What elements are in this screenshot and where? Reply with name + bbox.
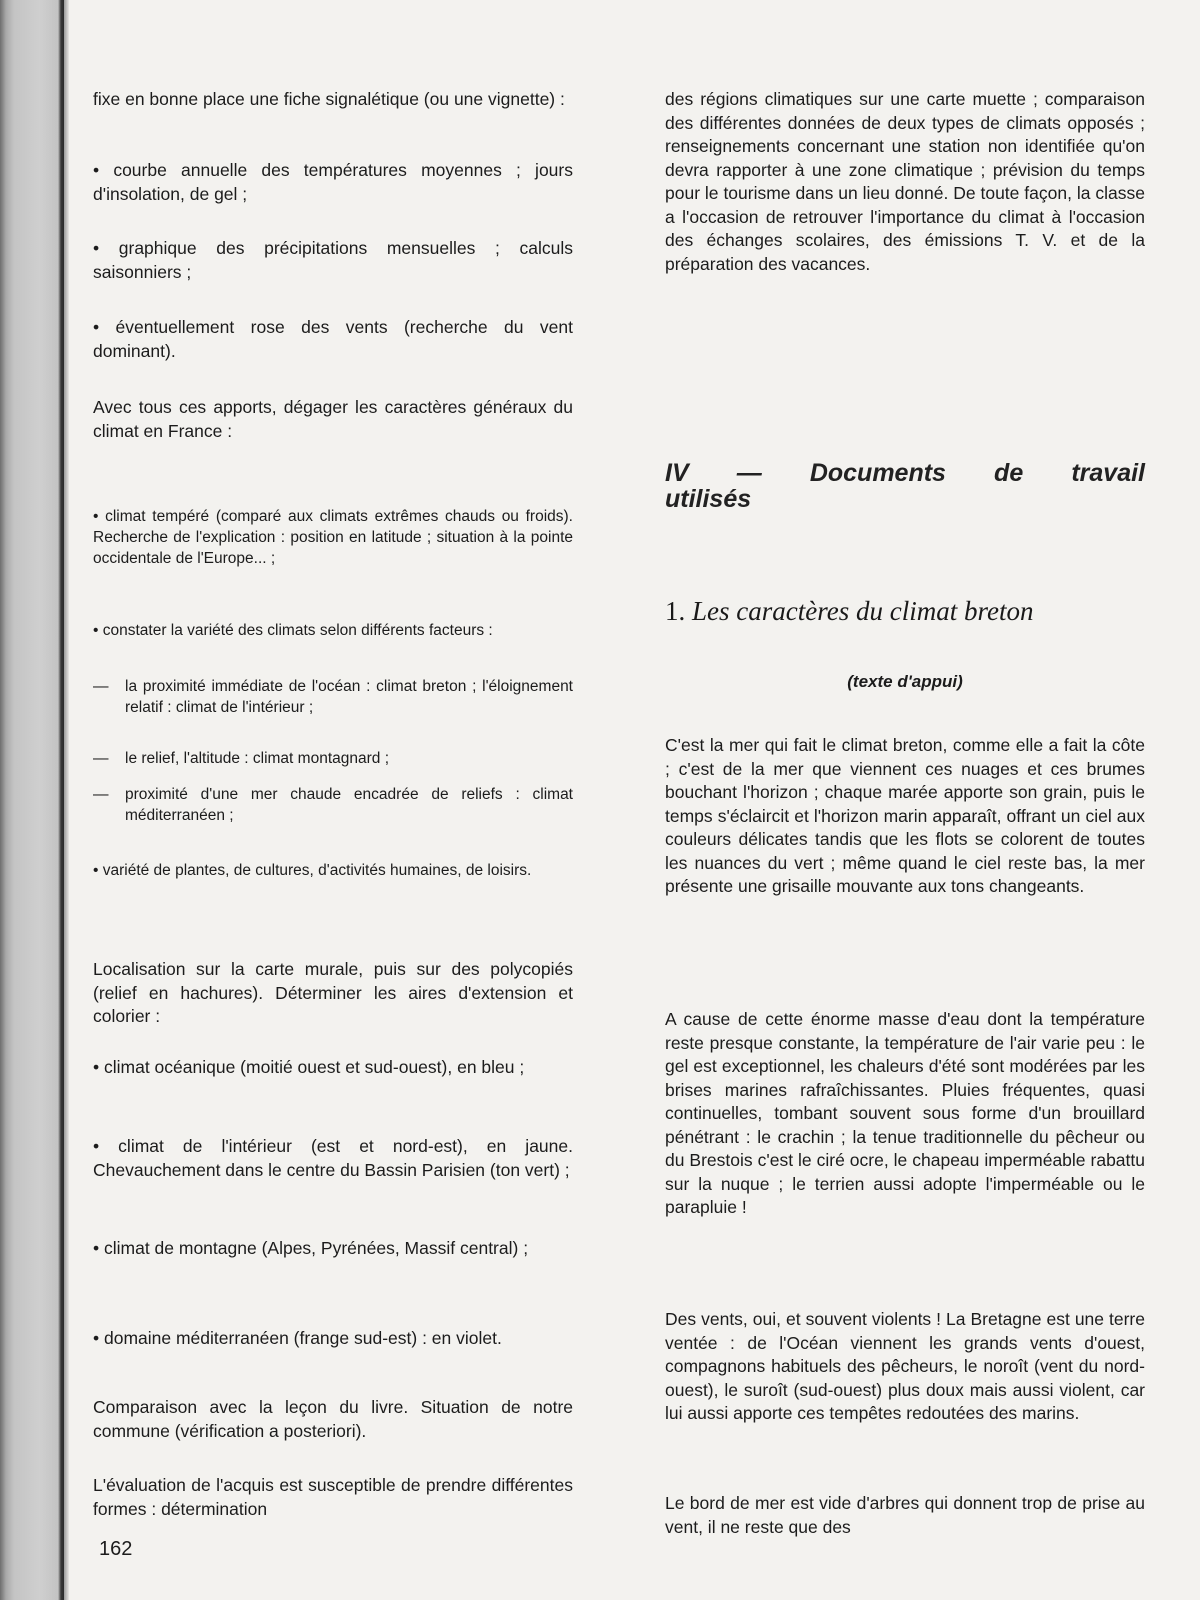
dash-mark: — xyxy=(93,750,109,767)
bullet-variete-plantes: • variété de plantes, de cultures, d'activités humaines, de loisirs. xyxy=(93,862,532,879)
bullet-rose-des-vents: • éventuellement rose des vents (recherche du vent dominant). xyxy=(93,317,573,361)
dash-mark: — xyxy=(93,678,109,695)
dash-mark: — xyxy=(93,786,109,803)
page-gutter-shadow xyxy=(64,0,69,1600)
evaluation-paragraph: L'évaluation de l'acquis est susceptible de prendre différentes formes : détermination xyxy=(93,1475,573,1519)
bullet-precipitations: • graphique des précipitations mensuelles ; calculs saisonniers ; xyxy=(93,238,573,282)
continuation-paragraph: des régions climatiques sur une carte muette ; comparaison des différentes données de deux types de climats opposés ; renseignements concernant une station non identifiée qu'on devra rapporter à une zone climatique ; prévision du temps pour le tourisme dans un lieu donné. De toute façon, la classe a l'occasion de retrouver l'importance du climat à l'occasion des échanges scolaires, des émissions T. V. et de la préparation des vacances. xyxy=(665,89,1145,274)
bullet-interieur: • climat de l'intérieur (est et nord-est), en jaune. Chevauchement dans le centre du Bassin Parisien (ton vert) ; xyxy=(93,1136,573,1180)
bullet-montagne: • climat de montagne (Alpes, Pyrénées, Massif central) ; xyxy=(93,1238,529,1258)
intro-paragraph: fixe en bonne place une fiche signalétique (ou une vignette) : xyxy=(93,89,565,109)
section-heading xyxy=(665,460,1145,512)
bullet-climat-tempere: • climat tempéré (comparé aux climats extrêmes chauds ou froids). Recherche de l'explication : position en latitude ; situation à la pointe occidentale de l'Europe... ; xyxy=(93,508,573,567)
book-spine-binding xyxy=(0,0,64,1600)
subheading-note: (texte d'appui) xyxy=(847,672,963,691)
dash-item-mediterranee: — proximité d'une mer chaude encadrée de reliefs : climat méditerranéen ; xyxy=(93,786,573,824)
dash-item-ocean: — la proximité immédiate de l'océan : climat breton ; l'éloignement relatif : climat de l'intérieur ; xyxy=(93,678,573,716)
bullet-oceanique: • climat océanique (moitié ouest et sud-ouest), en bleu ; xyxy=(93,1057,525,1077)
dash-item-relief: — le relief, l'altitude : climat montagnard ; xyxy=(93,750,389,767)
section-heading-line1: IV — Documents de travail xyxy=(665,459,1145,487)
page-number: 162 xyxy=(99,1538,133,1560)
synthesis-paragraph: Avec tous ces apports, dégager les caractères généraux du climat en France : xyxy=(93,397,573,441)
text-paragraph-1: C'est la mer qui fait le climat breton, comme elle a fait la côte ; c'est de la mer que viennent ces nuages et ces brumes bouchant l'horizon ; chaque marée apporte son grain, puis le temps s'éclaircit et l'horizon marin apparaît, offrant un ciel aux couleurs délicates tandis que les flots se colorent de toutes les nuances du vert ; même quand le ciel reste bas, la mer présente une grisaille mouvante aux tons changeants. xyxy=(665,735,1145,896)
bullet-mediterraneen: • domaine méditerranéen (frange sud-est) : en violet. xyxy=(93,1328,502,1348)
section-heading-line2: utilisés xyxy=(665,485,752,513)
text-paragraph-2: A cause de cette énorme masse d'eau dont la température reste presque constante, la température de l'air varie peu : le gel est exceptionnel, les chaleurs d'été sont modérées par les brises marines rafraîchissantes. Pluies fréquentes, quasi continuelles, tombant souvent sous forme d'un brouillard pénétrant : le crachin ; la tenue traditionnelle du pêcheur ou du Brestois c'est le ciré ocre, le chapeau imperméable rabattu sur la nuque ; le terrien aussi adopte l'imperméable ou le parapluie ! xyxy=(665,1009,1145,1217)
localisation-paragraph: Localisation sur la carte murale, puis sur des polycopiés (relief en hachures). Déterminer les aires d'extension et colorier : xyxy=(93,959,573,1026)
comparaison-paragraph: Comparaison avec la leçon du livre. Situation de notre commune (vérification a posteriori). xyxy=(93,1397,573,1441)
subheading-title: Les caractères du climat breton xyxy=(692,596,1034,626)
text-paragraph-3: Des vents, oui, et souvent violents ! La Bretagne est une terre ventée : de l'Océan viennent les grands vents d'ouest, compagnons habituels des pêcheurs, le noroît (vent du nord-ouest), le suroît (sud-ouest) plus doux mais aussi violent, car lui aussi apporte ces tempêtes redoutées des marins. xyxy=(665,1309,1145,1423)
bullet-temperatures: • courbe annuelle des températures moyennes ; jours d'insolation, de gel ; xyxy=(93,160,573,204)
subheading xyxy=(665,596,1145,626)
bullet-variete-climats: • constater la variété des climats selon différents facteurs : xyxy=(93,622,493,639)
text-paragraph-4: Le bord de mer est vide d'arbres qui donnent trop de prise au vent, il ne reste que des xyxy=(665,1493,1145,1537)
subheading-number: 1. xyxy=(665,596,686,626)
